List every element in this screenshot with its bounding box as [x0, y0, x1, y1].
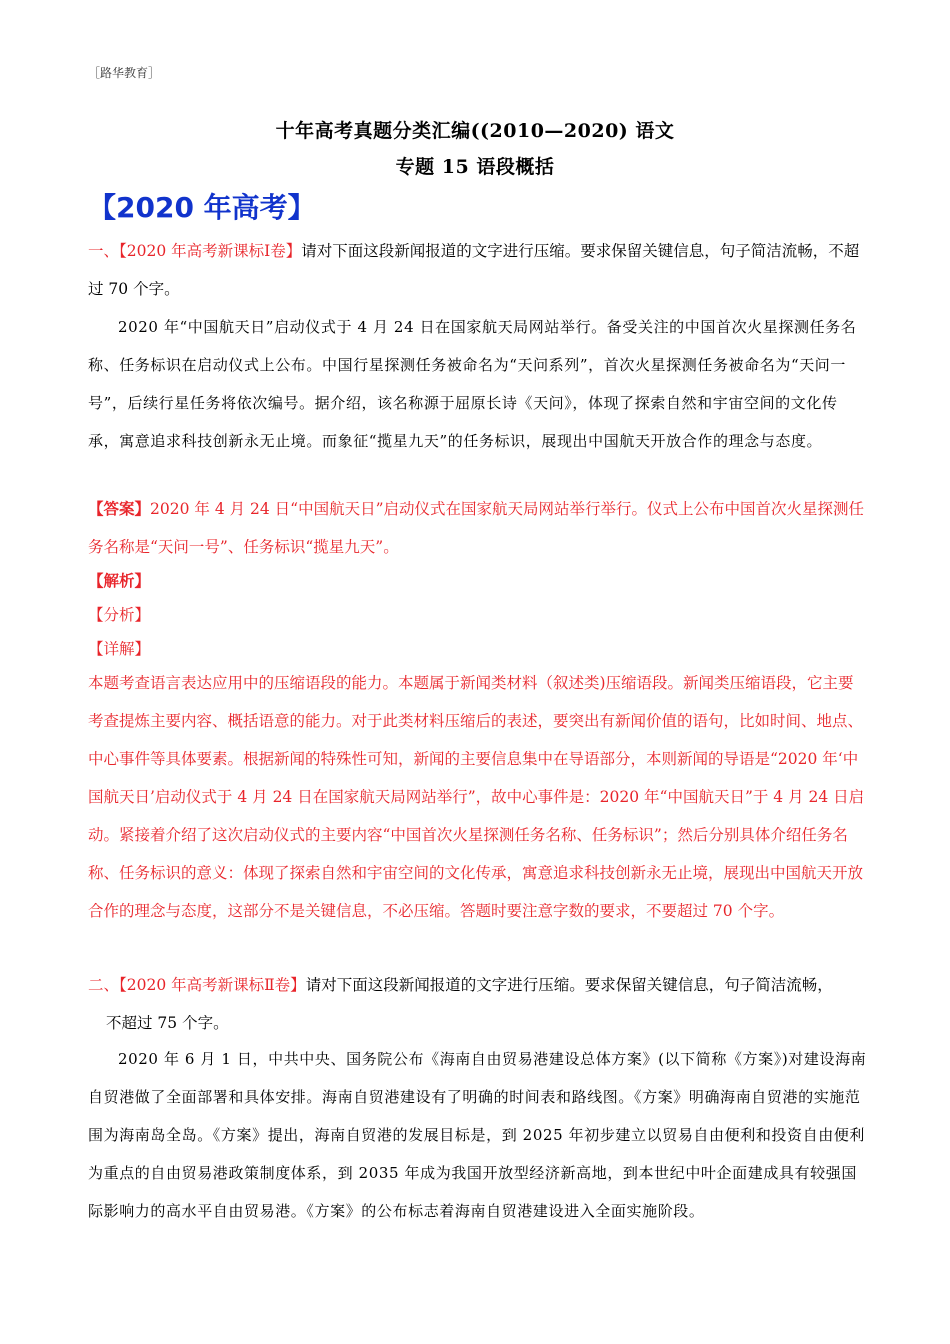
question-1-answer: [88, 490, 868, 566]
question-2: [88, 966, 868, 1042]
section-heading: 【2020 年高考】: [88, 191, 316, 224]
header-mark: ［路华教育］: [88, 66, 161, 80]
question-1-number: 一、: [88, 242, 120, 260]
question-1-instruction: 请对下面这段新闻报道的文字进行压缩。要求保留关键信息，句子简洁流畅，不超过 70 个字。: [88, 242, 860, 298]
question-2-instruction: 请对下面这段新闻报道的文字进行压缩。要求保留关键信息，句子简洁流畅，: [305, 976, 833, 994]
question-2-source-tag: 【2020 年高考新课标Ⅱ卷】: [119, 976, 306, 994]
question-2-instruction-cont: 不超过 75 个字。: [106, 1014, 229, 1032]
question-2-passage: 2020 年 6 月 1 日，中共中央、国务院公布《海南自由贸易港建设总体方案》(以下简称《方案》)对建设海南自贸港做了全面部署和具体安排。海南自贸港建设有了明确的时间表和路线图。《方案》明确海南自贸港的实施范围为海南岛全岛。《方案》提出，海南自贸港的发展目标是，到 2025 年初步建立以贸易自由便利和投资自由便利为重点的自由贸易港政策制度体系，到 2035 年成为我国开放型经济新高地，到本世纪中叶企面建成具有较强国际影响力的高水平自由贸易港。《方案》的公布标志着海南自贸港建设进入全面实施阶段。: [88, 1050, 867, 1220]
question-1: [88, 232, 868, 308]
question-2-number: 二、: [88, 976, 120, 994]
document-subtitle: 专题 15 语段概括: [395, 156, 555, 178]
detail-text: 本题考查语言表达应用中的压缩语段的能力。本题属于新闻类材料（叙述类)压缩语段。新闻类压缩语段，它主要考查提炼主要内容、概括语意的能力。对于此类材料压缩后的表述，要突出有新闻价值的语句，比如时间、地点、中心事件等具体要素。根据新闻的特殊性可知，新闻的主要信息集中在导语部分，本则新闻的导语是“2020 年‘中国航天日’启动仪式于 4 月 24 日在国家航天局网站举行”，故中心事件是：2020 年“中国航天日”于 4 月 24 日启动。紧接着介绍了这次启动仪式的主要内容“中国首次火星探测任务名称、任务标识”；然后分别具体介绍任务名称、任务标识的意义：体现了探索自然和宇宙空间的文化传承，寓意追求科技创新永无止境，展现出中国航天开放合作的理念与态度，这部分不是关键信息，不必压缩。答题时要注意字数的要求，不要超过 70 个字。: [88, 674, 865, 920]
fenxi-label: 【分析】: [88, 606, 151, 624]
detail-label: 【详解】: [88, 640, 151, 658]
question-2-prompt: [88, 966, 868, 1004]
answer-text: 2020 年 4 月 24 日“中国航天日”启动仪式在国家航天局网站举行举行。仪式上公布中国首次火星探测任务名称是“天问一号”、任务标识“揽星九天”。: [88, 500, 865, 556]
analysis-label: 【解析】: [88, 571, 151, 590]
answer-label: 【答案】: [88, 499, 151, 518]
question-1-prompt: [88, 232, 868, 308]
document-title: 十年高考真题分类汇编((2010—2020) 语文: [275, 120, 675, 142]
question-1-passage: 2020 年“中国航天日”启动仪式于 4 月 24 日在国家航天局网站举行。备受关注的中国首次火星探测任务名称、任务标识在启动仪式上公布。中国行星探测任务被命名为“天问系列”，首次火星探测任务被命名为“天问一号”，后续行星任务将依次编号。据介绍，该名称源于屈原长诗《天问》，体现了探索自然和宇宙空间的文化传承，寓意追求科技创新永无止境。而象征“揽星九天”的任务标识，展现出中国航天开放合作的理念与态度。: [88, 318, 857, 450]
question-1-source-tag: 【2020 年高考新课标Ⅰ卷】: [119, 242, 302, 260]
